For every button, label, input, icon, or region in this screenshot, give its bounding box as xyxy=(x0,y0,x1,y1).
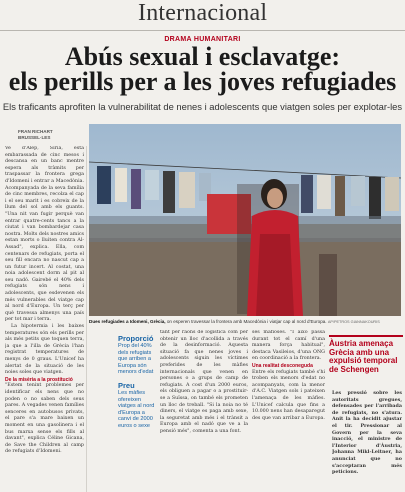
stats-box xyxy=(118,335,155,436)
article-column-1 xyxy=(5,146,84,492)
byline-role: BRUSSEL·LES xyxy=(18,135,51,140)
section-title: Internacional xyxy=(138,0,268,26)
article-paragraph: ses mafioses. "I això passa durant tot el camí d'una manera força habitual", destaca Vasileios, d'una ONG en coordinació a la frontera. xyxy=(252,330,325,362)
byline xyxy=(18,129,53,141)
stat-text: Les màfies ofereixen viatges al nord d'Europa a canvi de 2000 euros o sexe xyxy=(118,389,155,429)
headline xyxy=(0,44,405,94)
stat-heading: Preu xyxy=(118,380,135,390)
article-subheading: Una realitat desconeguda xyxy=(252,362,313,369)
stat-item xyxy=(118,382,155,430)
headline-line2: els perills per a les joves refugiades xyxy=(8,67,397,96)
stat-heading: Proporció xyxy=(118,334,154,343)
column-divider xyxy=(86,146,87,492)
article-paragraph: La hipotermia i les baixes temperatures són els perills per als més petits que toquen terra, ja que a l'illa de Grècia l'han registrat temperatures de menys de 0 graus. L'Unicef ha alertat de la situació de les noies soles que viatgen. xyxy=(5,324,84,376)
article-paragraph: tant per raons de logística com per obtenir un lloc d'acollida a través de la desinformació. Aquesta situació fa que nenes joves i adolescents siguin les víctimes preferides de les màfies internacionals que venen en persones o a grups de camp de refugiats. A cost d'un 2000 euros, els obliguen a pagar o a prostituir-se a Suïssa, on també els prometen un lloc de treball. "Si la noia no té diners, el viatge es paga amb sexe, la seguretat amb més i el trànsit a Europa amb el nadó que ve a la pensió més", comenta a una font. xyxy=(160,330,248,434)
article-subheading: De la misèria a la prostitució xyxy=(5,376,73,383)
photo-credit: AP/PETROS GIANNAKOURIS xyxy=(327,320,380,324)
header-rule xyxy=(0,30,405,31)
photo-caption-text: on esperen travessar la frontera amb Macedònia i viatjar cap al nord d'Europa. xyxy=(165,319,327,324)
article-paragraph: Ve d'Alep, Síria, està embarassada de cinc mesos i descansa en un banc mentre espera als tràmits per traspassar la frontera grega d'Idomeni i entrar a Macedònia. Acompanyada de la seva família de cinc membres, recolza el cap i el seu marit i es cobreix de la llum del sol amb els guants. "Una nit van fugir perquè van entrar quatre-cents tancs a la ciutat i van bombardejar casa nostra. Molts dels nostres amics estan morts o lluiten contra Al-Assad", explica. Ella, com centenars de refugiats, porta el seu fill encara no nascut cap a un futur incert. Al costat, una noia adolescent dorm al pit al seu nadó. Gairebé el 40% dels refugiats són nens i adolescents, que esdevenen els més vulnerables del viatge cap al nord d'Europa. Un terç per què travessa almenys una país per tot mar i terra. xyxy=(5,146,84,323)
photo-caption-lead: Dues refugiades a Idomeni, Grècia, xyxy=(89,319,166,324)
stat-item xyxy=(118,335,155,376)
sidebar-article xyxy=(329,335,403,374)
article-paragraph: "Estem tenint problemes per identificar els nens que no poden o no saben dels seus pares. A vegades venen famílies senceres en autobusos privats, el pare s'a mare baixen un moment en una gasolinera i el bus marxa sense els fills al davant", explica Céline Gicana, de Save the Children al camp de refugiats d'Idomeni. xyxy=(5,383,84,455)
headline-line1: Abús sexual i esclavatge: xyxy=(64,42,341,71)
sidebar-paragraph: Les pressió sobre les autoritats gregues, defensades per l'arribada de refugiats, no s'atura. Anit la ha decidit ajustar el tir. Pressionar al Govern per la seva inacció, el ministre de l'Interior d'Àustria, Johanna Mikl-Leitner, ha anunciat que no s'acceptaran més peticions. xyxy=(332,390,402,476)
byline-author: FRAN RICHART xyxy=(18,129,53,134)
stat-text: Prop del 40% dels refugiats que arriben a Europa són menors d'edat xyxy=(118,343,154,376)
article-paragraph: Entre els refugiats també s'hi troben els menors d'edat no acompanyats, com la menor d'A.C. Viatgen sols i pateixen l'amenaça de les màfies. L'Unicef calcula que fins a 10.000 nens han desaparegut des que van arribar a Europa. xyxy=(252,369,325,421)
article-photo xyxy=(89,124,401,316)
photo-caption xyxy=(89,319,401,324)
photo-scene xyxy=(89,124,401,316)
subheadline: Els traficants aprofiten la vulnerabilitat de nenes i adolescents que viatgen soles per explotar-les xyxy=(2,101,403,112)
article-column-2 xyxy=(160,330,248,492)
sidebar-body xyxy=(332,390,402,492)
article-column-3 xyxy=(252,330,325,492)
sidebar-heading: Àustria amenaça Grècia amb una expulsió temporal de Schengen xyxy=(329,339,398,374)
kicker: DRAMA HUMANITARI xyxy=(164,36,241,43)
